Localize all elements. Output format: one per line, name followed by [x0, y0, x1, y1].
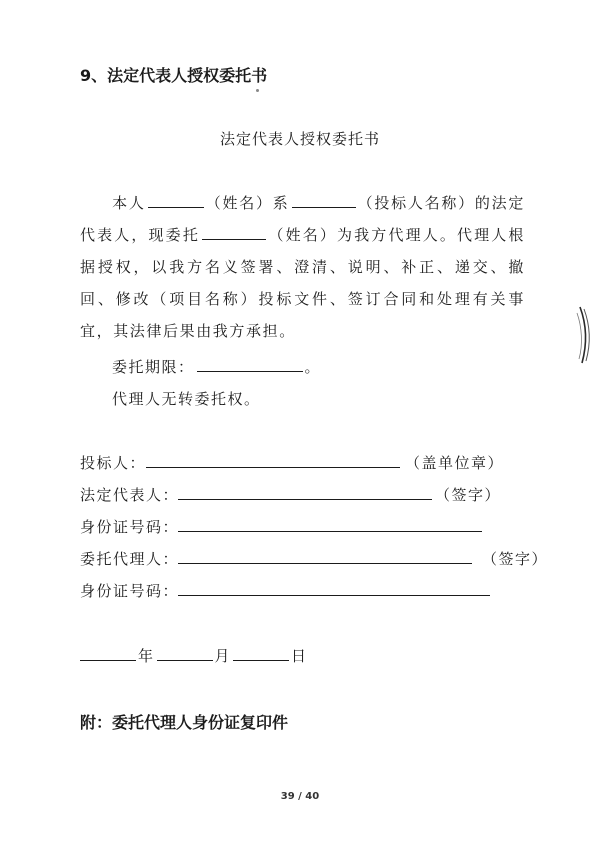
year-label: 年: [138, 647, 155, 665]
agent-label: 委托代理人：: [80, 550, 180, 568]
name-blank: [148, 193, 204, 208]
page-number: 39 / 40: [280, 791, 320, 802]
month-label: 月: [214, 647, 232, 665]
scan-speck: [256, 89, 259, 92]
legal-rep-sign-note: （签字）: [435, 486, 502, 504]
legal-rep-label: 法定代表人：: [80, 486, 180, 504]
para-text-2: （姓名）系: [205, 194, 290, 212]
bidder-seal-note: （盖单位章）: [405, 454, 505, 472]
legal-rep-signature-line: [178, 499, 432, 500]
bidder-name-blank: [292, 193, 356, 208]
agent-signature-line: [178, 563, 472, 564]
no-transfer-line: 代理人无转委托权。: [112, 390, 261, 408]
id-number-line-1: [178, 531, 482, 532]
year-blank: [80, 646, 136, 661]
authorization-paragraph: [80, 187, 525, 347]
date-line: [80, 645, 308, 666]
para-text-4: （姓名）为我方代理人。代理人根据授权，以我方名义签署、澄清、说明、补正、递交、撤回、修改（项目名称）投标文件、签订合同和处理有关事宜，其法律后果由我方承担。: [80, 226, 525, 340]
day-label: 日: [291, 647, 308, 665]
scan-artifact-mark: [574, 305, 596, 365]
term-end: 。: [304, 358, 322, 376]
term-label: 委托期限：: [112, 358, 195, 376]
term-line: [112, 356, 321, 377]
agent-sign-note: （签字）: [482, 550, 549, 568]
bidder-label: 投标人：: [80, 454, 147, 472]
section-heading: 9、法定代表人授权委托书: [80, 66, 268, 85]
id-number-line-2: [178, 595, 490, 596]
month-blank: [157, 646, 213, 661]
document-title: 法定代表人授权委托书: [219, 130, 380, 148]
bidder-signature-line: [146, 467, 400, 468]
para-text-1: 本人: [112, 194, 146, 212]
day-blank: [233, 646, 289, 661]
id-number-label-2: 身份证号码：: [80, 582, 180, 600]
para-text-3: （投标人名称）的法定代表人，现委托: [80, 194, 525, 244]
agent-name-blank: [202, 225, 266, 240]
id-number-label-1: 身份证号码：: [80, 518, 180, 536]
term-blank: [197, 357, 303, 372]
attachment-note: 附：委托代理人身份证复印件: [80, 713, 289, 732]
